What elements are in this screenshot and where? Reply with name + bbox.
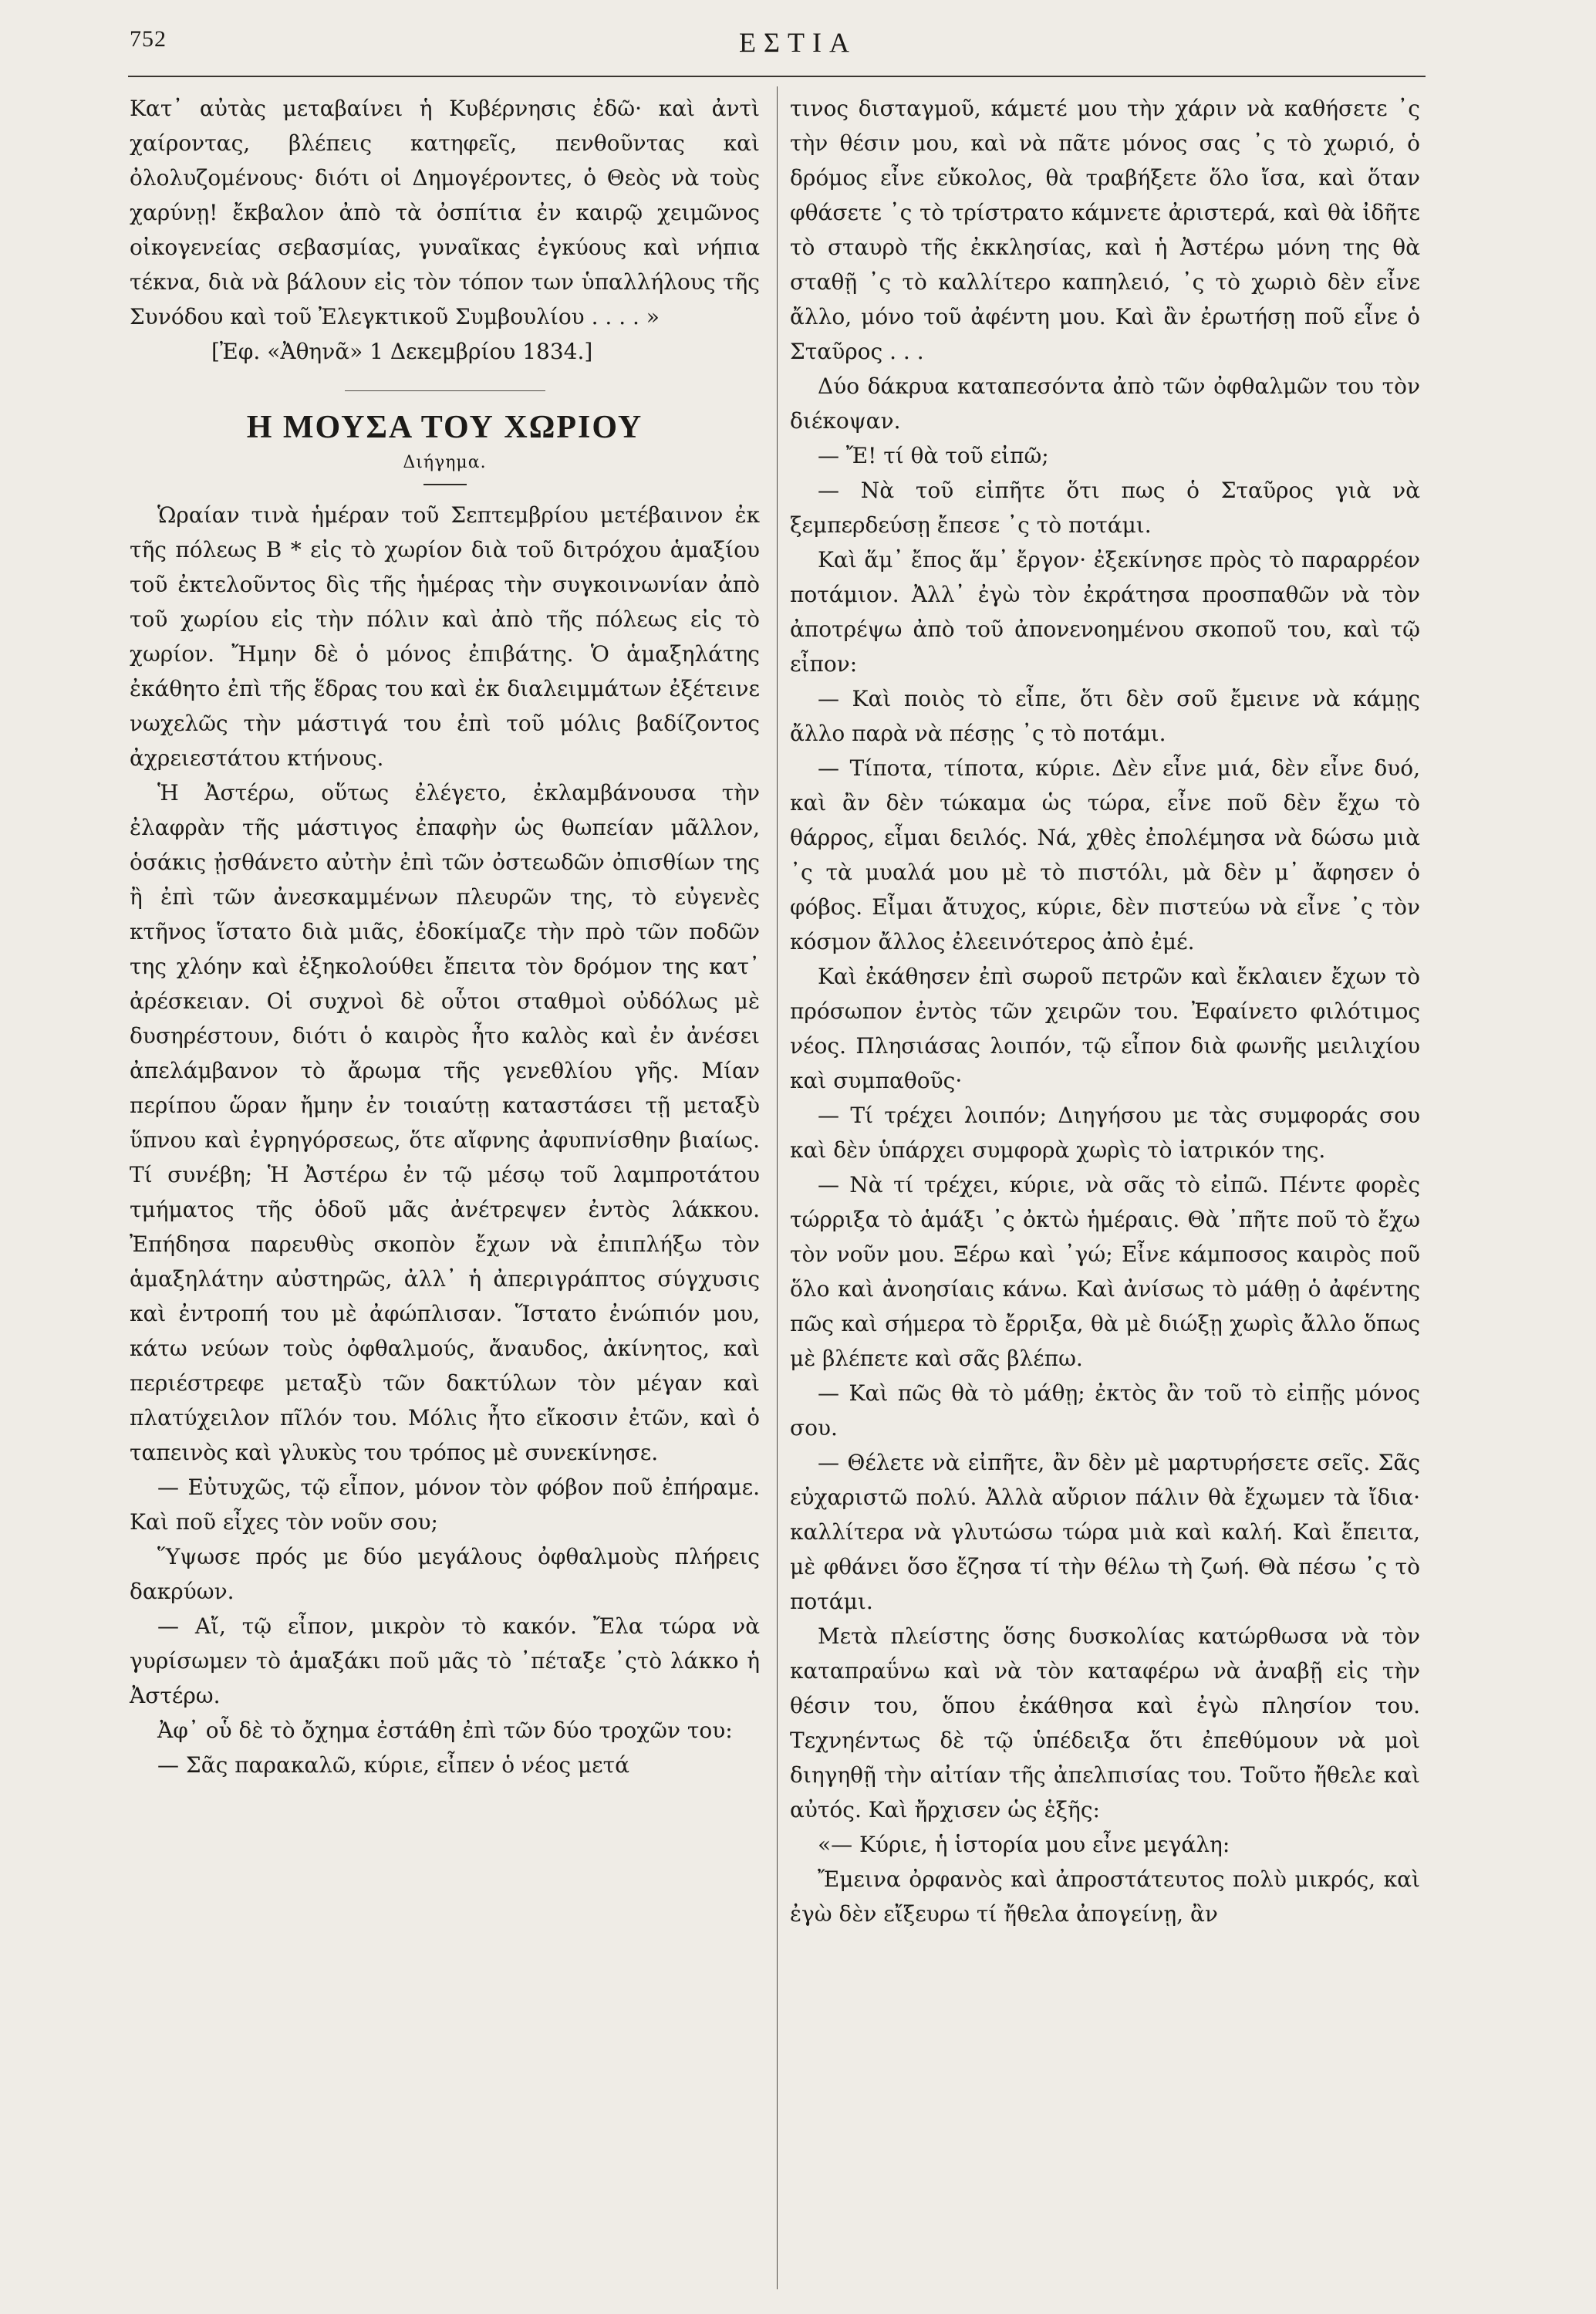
left-paragraph-1: Ὡραίαν τινὰ ἡμέραν τοῦ Σεπτεμβρίου μετέβαινον ἐκ τῆς πόλεως Β * εἰς τὸ χωρίον διὰ τοῦ διτρόχου ἁμαξίου τοῦ ἐκτελοῦντος δὶς τῆς ἡμέρας τὴν συγκοινωνίαν ἀπὸ τοῦ χωρίου εἰς τὴν πόλιν καὶ ἀπὸ τῆς πόλεως εἰς τὸ χωρίον. Ἤμην δὲ ὁ μόνος ἐπιβάτης. Ὁ ἁμαξηλάτης ἐκάθητο ἐπὶ τῆς ἕδρας του καὶ ἐκ διαλειμμάτων ἐξέτεινε νωχελῶς τὴν μάστιγά του ἐπὶ τοῦ μόλις βαδίζοντος ἀχρειεστάτου κτήνους. — [130, 502, 760, 771]
left-paragraph-7: — Σᾶς παρακαλῶ, κύριε, εἶπεν ὁ νέος μετά — [157, 1752, 630, 1778]
left-paragraph-5: — Αἴ, τῷ εἶπον, μικρὸν τὸ κακόν. Ἔλα τώρα νὰ γυρίσωμεν τὸ ἁμαξάκι ποῦ μᾶς τὸ ᾽πέταξε ᾽ςτὸ λάκκο ἡ Ἀστέρω. — [130, 1613, 760, 1708]
story-title: Η ΜΟΥΣΑ ΤΟΥ ΧΩΡΙΟΥ — [246, 410, 643, 445]
left-paragraph-4: Ὕψωσε πρός με δύο μεγάλους ὀφθαλμοὺς πλήρεις δακρύων. — [130, 1544, 760, 1604]
left-paragraph-3: — Εὐτυχῶς, τῷ εἶπον, μόνον τὸν φόβον ποῦ ἐπήραμε. Καὶ ποῦ εἶχες τὸν νοῦν σου; — [130, 1475, 760, 1535]
right-paragraph-8: Καὶ ἐκάθησεν ἐπὶ σωροῦ πετρῶν καὶ ἔκλαιεν ἔχων τὸ πρόσωπον ἐντὸς τῶν χειρῶν του. Ἐφαίνετο φιλότιμος νέος. Πλησιάσας λοιπόν, τῷ εἶπον διὰ φωνῆς μειλιχίου καὶ συμπαθοῦς· — [790, 964, 1420, 1093]
right-paragraph-10: — Νὰ τί τρέχει, κύριε, νὰ σᾶς τὸ εἰπῶ. Πέντε φορὲς τώρριξα τὸ ἁμάξι ᾽ς ὀκτὼ ἡμέραις. Θὰ ᾽πῆτε ποῦ τὸ ἔχω τὸν νοῦν μου. Ξέρω καὶ ᾽γώ; Εἶνε κάμποσος καιρὸς ποῦ ὅλο καὶ ἀνοησίαις κάνω. Καὶ ἀνίσως τὸ μάθῃ ὁ ἀφέντης πῶς καὶ σήμερα τὸ ἔρριξα, θὰ μὲ διώξῃ χωρὶς ἄλλο ὅπως μὲ βλέπετε καὶ σᾶς βλέπω. — [790, 1172, 1420, 1371]
right-paragraph-15: Ἔμεινα ὀρφανὸς καὶ ἀπροστάτευτος πολὺ μικρός, καὶ ἐγὼ δὲν εἴξευρω τί ἤθελα ἀπογείνῃ, ἂν — [790, 1866, 1420, 1927]
right-paragraph-11: — Καὶ πῶς θὰ τὸ μάθῃ; ἐκτὸς ἂν τοῦ τὸ εἰπῇς μόνος σου. — [790, 1380, 1420, 1441]
right-paragraph-1: τινος δισταγμοῦ, κάμετέ μου τὴν χάριν νὰ καθήσετε ᾽ς τὴν θέσιν μου, καὶ νὰ πᾶτε μόνος σας ᾽ς τὸ χωριό, ὁ δρόμος εἶνε εὔκολος, θὰ τραβήξετε ὅλο ἴσα, καὶ ὅταν φθάσετε ᾽ς τὸ τρίστρατο κάμνετε ἀριστερά, καὶ θὰ ἰδῆτε τὸ σταυρὸ τῆς ἐκκλησίας, καὶ ἡ Ἀστέρω μόνη της θὰ σταθῇ ᾽ς τὸ καλλίτερο καπηλειό, ᾽ς τὸ χωριὸ δὲν εἶνε ἄλλο, μόνο τοῦ ἀφέντη μου. Καὶ ἂν ἐρωτήσῃ ποῦ εἶνε ὁ Σταῦρος . . . — [790, 96, 1420, 364]
right-paragraph-12: — Θέλετε νὰ εἰπῆτε, ἂν δὲν μὲ μαρτυρήσετε σεῖς. Σᾶς εὐχαριστῶ πολύ. Ἀλλὰ αὔριον πάλιν θὰ ἔχωμεν τὰ ἴδια· καλλίτερα νὰ γλυτώσω τώρα μιὰ καὶ καλή. Καὶ ἔπειτα, μὲ φθάνει ὅσο ἔζησα τί τὴν θέλω τὴ ζωή. Θὰ πέσω ᾽ς τὸ ποτάμι. — [790, 1450, 1420, 1614]
right-paragraph-14: «— Κύριε, ἡ ἱστορία μου εἶνε μεγάλη: — [818, 1832, 1230, 1857]
opening-lines: Κατ᾽ αὐτὰς μεταβαίνει ἡ Κυβέρνησις ἐδῶ· καὶ ἀντὶ χαίροντας, βλέπεις κατηφεῖς, πενθοῦντας καὶ ὀλολυζομένους· διότι οἱ Δημογέροντες, ὁ Θεὸς νὰ τοὺς χαρύνῃ! ἔκβαλον ἀπὸ τὰ ὀσπίτια ἐν καιρῷ χειμῶνος οἰκογενείας σεβασμίας, γυναῖκας ἐγκύους καὶ νήπια τέκνα, διὰ νὰ βάλουν εἰς τὸν τόπον των ὑπαλλήλους τῆς Συνόδου καὶ τοῦ Ἐλεγκτικοῦ Συμβουλίου . . . . » — [130, 96, 760, 329]
right-paragraph-9: — Τί τρέχει λοιπόν; Διηγήσου με τὰς συμφοράς σου καὶ δὲν ὑπάρχει συμφορὰ χωρὶς τὸ ἰατρικόν της. — [790, 1103, 1420, 1163]
section-rule — [345, 390, 545, 391]
right-paragraph-3: — Ἔ! τί θὰ τοῦ εἰπῶ; — [818, 443, 1049, 468]
citation: [Ἐφ. «Ἀθηνᾶ» 1 Δεκεμβρίου 1834.] — [211, 339, 593, 364]
left-column — [130, 91, 760, 1782]
column-divider — [777, 86, 778, 2289]
page-number: 752 — [130, 26, 167, 52]
right-paragraph-4: — Νὰ τοῦ εἰπῆτε ὅτι πως ὁ Σταῦρος γιὰ νὰ ξεμπερδεύσῃ ἔπεσε ᾽ς τὸ ποτάμι. — [790, 478, 1420, 538]
right-paragraph-2: Δύο δάκρυα καταπεσόντα ἀπὸ τῶν ὀφθαλμῶν του τὸν διέκοψαν. — [790, 373, 1420, 434]
masthead-title: ΕΣΤΙΑ — [739, 27, 857, 58]
right-paragraph-5: Καὶ ἅμ᾽ ἔπος ἅμ᾽ ἔργον· ἐξεκίνησε πρὸς τὸ παραρρέον ποτάμιον. Ἀλλ᾽ ἐγὼ τὸν ἐκράτησα προσπαθῶν νὰ τὸν ἀποτρέψω ἀπὸ τοῦ ἀπονενοημένου σκοποῦ του, καὶ τῷ εἶπον: — [790, 547, 1420, 677]
right-paragraph-6: — Καὶ ποιὸς τὸ εἶπε, ὅτι δὲν σοῦ ἔμεινε νὰ κάμῃς ἄλλο παρὰ νὰ πέσῃς ᾽ς τὸ ποτάμι. — [790, 686, 1420, 746]
story-subtitle: Διήγημα. — [403, 453, 487, 472]
right-paragraph-13: Μετὰ πλείστης ὅσης δυσκολίας κατώρθωσα νὰ τὸν καταπραΰνω καὶ νὰ τὸν καταφέρω νὰ ἀναβῇ εἰς τὴν θέσιν του, ὅπου ἐκάθησα καὶ ἐγὼ πλησίον του. Τεχνηέντως δὲ τῷ ὑπέδειξα ὅτι ἐπεθύμουν νὰ μοὶ διηγηθῇ τὴν αἰτίαν τῆς ἀπελπισίας του. Τοῦτο ἤθελε καὶ αὐτός. Καὶ ἤρχισεν ὡς ἑξῆς: — [790, 1623, 1420, 1822]
left-paragraph-2: Ἡ Ἀστέρω, οὕτως ἐλέγετο, ἐκλαμβάνουσα τὴν ἐλαφρὰν τῆς μάστιγος ἐπαφὴν ὡς θωπείαν μᾶλλον, ὁσάκις ᾐσθάνετο αὐτὴν ἐπὶ τῶν ὀστεωδῶν ὀπισθίων της ἢ ἐπὶ τῶν ἀνεσκαμμένων πλευρῶν της, τὸ εὐγενὲς κτῆνος ἵστατο διὰ μιᾶς, ἐδοκίμαζε τὴν πρὸ τῶν ποδῶν της χλόην καὶ ἐξηκολούθει ἔπειτα τὸν δρόμον της κατ᾽ ἀρέσκειαν. Οἱ συχνοὶ δὲ οὗτοι σταθμοὶ οὐδόλως μὲ δυσηρέστουν, διότι ὁ καιρὸς ἦτο καλὸς καὶ ἐν ἀνέσει ἀπελάμβανον τὸ ἄρωμα τῆς γενεθλίου γῆς. Μίαν περίπου ὥραν ἤμην ἐν τοιαύτῃ καταστάσει τῇ μεταξὺ ὕπνου καὶ ἐγρηγόρσεως, ὅτε αἴφνης ἀφυπνίσθην βιαίως. Τί συνέβη; Ἡ Ἀστέρω ἐν τῷ μέσῳ τοῦ λαμπροτάτου τμήματος τῆς ὁδοῦ μᾶς ἀνέτρεψεν ἐντὸς λάκκου. Ἐπήδησα παρευθὺς σκοπὸν ἔχων νὰ ἐπιπλήξω τὸν ἁμαξηλάτην αὐστηρῶς, ἀλλ᾽ ἡ ἀπεριγράπτος σύγχυσις καὶ ἐντροπή του μὲ ἀφώπλισαν. Ἵστατο ἐνώπιόν μου, κάτω νεύων τοὺς ὀφθαλμούς, ἄναυδος, ἀκίνητος, καὶ περιέστρεφε μεταξὺ τῶν δακτύλων τὸν μέγαν καὶ πλατύχειλον πῖλόν του. Μόλις ἦτο εἴκοσιν ἐτῶν, καὶ ὁ ταπεινὸς καὶ γλυκὺς του τρόπος μὲ συνεκίνησε. — [130, 780, 760, 1465]
title-dash — [423, 484, 467, 485]
right-paragraph-7: — Τίποτα, τίποτα, κύριε. Δὲν εἶνε μιά, δὲν εἶνε δυό, καὶ ἂν δὲν τώκαμα ὡς τώρα, εἶνε ποῦ δὲν ἔχω τὸ θάρρος, εἶμαι δειλός. Νά, χθὲς ἐπολέμησα νὰ δώσω μιὰ ᾽ς τὰ μυαλά μου μὲ τὸ πιστόλι, μὰ δὲν μ᾽ ἄφησεν ὁ φόβος. Εἶμαι ἄτυχος, κύριε, δὲν πιστεύω νὰ εἶνε ᾽ς τὸν κόσμον ἄλλος ἐλεεινότερος ἀπὸ ἐμέ. — [790, 755, 1420, 954]
left-paragraph-6: Ἀφ᾽ οὗ δὲ τὸ ὄχημα ἐστάθη ἐπὶ τῶν δύο τροχῶν του: — [157, 1718, 733, 1743]
right-column — [790, 91, 1420, 1931]
header-rule — [128, 76, 1426, 77]
